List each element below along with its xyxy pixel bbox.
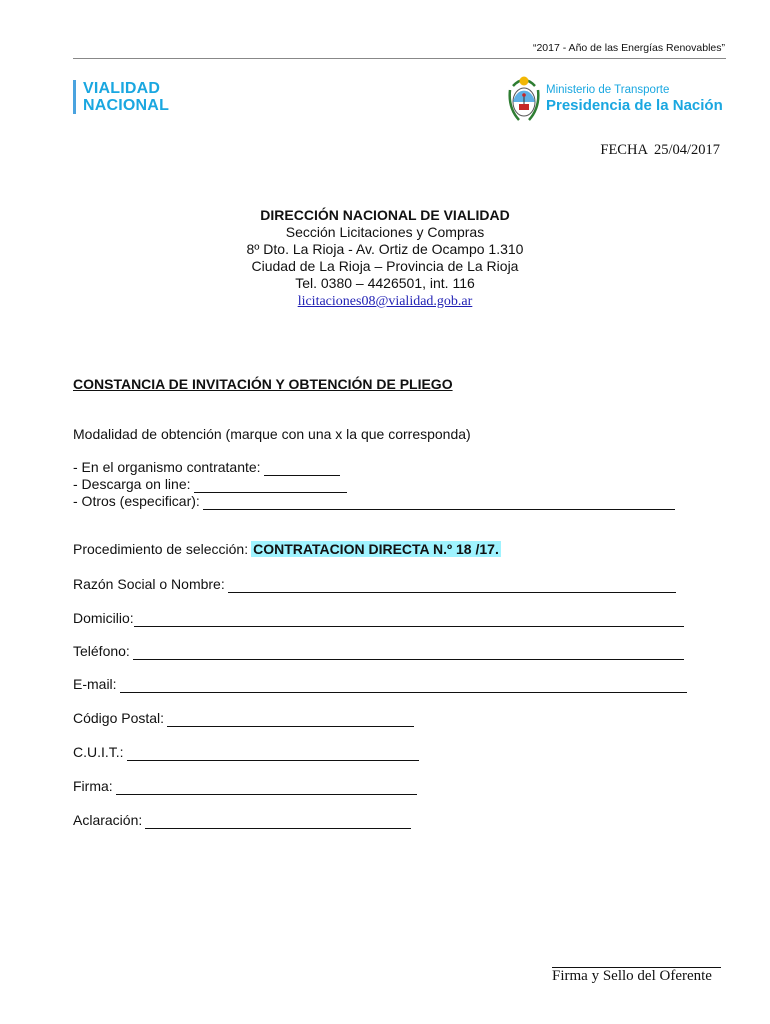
header-slogan: “2017 - Año de las Energías Renovables” (532, 42, 725, 54)
logo-text-vialidad: VIALIDAD (83, 80, 161, 97)
field-blank-line[interactable] (127, 746, 419, 761)
procedimiento-row (73, 541, 501, 557)
header-divider (73, 58, 726, 59)
field-blank-line[interactable] (116, 780, 417, 795)
option-blank-field[interactable] (264, 461, 340, 476)
field-label: Código Postal: (73, 710, 165, 726)
field-domicilio (73, 610, 684, 627)
procedimiento-value: CONTRATACION DIRECTA N.º 18 /17. (253, 541, 499, 557)
signature-caption: Firma y Sello del Oferente (552, 968, 712, 984)
procedimiento-label: Procedimiento de selección: (73, 541, 249, 557)
field-blank-line[interactable] (133, 645, 684, 660)
field-firma (73, 778, 417, 795)
logo-accent-bar (73, 80, 76, 114)
phone-number: Tel. 0380 – 4426501, int. 116 (295, 275, 475, 291)
section-name: Sección Licitaciones y Compras (285, 224, 485, 240)
field-blank-line[interactable] (120, 678, 687, 693)
argentina-coat-of-arms-icon (507, 74, 541, 124)
ministerio-label: Ministerio de Transporte (546, 84, 670, 96)
option-blank-field[interactable] (194, 478, 347, 493)
logo-text-nacional: NACIONAL (83, 97, 170, 114)
ministerio-logo (507, 74, 723, 124)
option-label: - Descarga on line: (73, 476, 191, 492)
field-blank-line[interactable] (228, 578, 676, 593)
option-descarga (73, 476, 347, 493)
field-label: Domicilio: (73, 610, 134, 626)
field-razon-social (73, 576, 676, 593)
document-date (600, 142, 720, 159)
option-label: - En el organismo contratante: (73, 459, 261, 475)
city-province: Ciudad de La Rioja – Provincia de La Rioja (251, 258, 519, 274)
option-organismo (73, 459, 340, 476)
email-link[interactable]: licitaciones08@vialidad.gob.ar (297, 294, 473, 309)
modalidad-instructions: Modalidad de obtención (marque con una x la que corresponda) (73, 426, 471, 442)
field-cuit (73, 744, 419, 761)
field-label: Razón Social o Nombre: (73, 576, 225, 592)
option-blank-field[interactable] (203, 495, 675, 510)
presidencia-label: Presidencia de la Nación (546, 97, 723, 114)
street-address: 8º Dto. La Rioja - Av. Ortiz de Ocampo 1.310 (246, 241, 524, 257)
field-blank-line[interactable] (167, 712, 414, 727)
field-label: Teléfono: (73, 643, 130, 659)
address-block (0, 207, 770, 310)
agency-title: DIRECCIÓN NACIONAL DE VIALIDAD (260, 207, 510, 223)
option-otros (73, 493, 675, 510)
field-blank-line[interactable] (134, 612, 684, 627)
field-label: E-mail: (73, 676, 117, 692)
field-label: C.U.I.T.: (73, 744, 124, 760)
field-codigo-postal (73, 710, 414, 727)
vialidad-nacional-logo (73, 80, 169, 114)
date-label: FECHA (600, 142, 648, 158)
date-value: 25/04/2017 (653, 142, 720, 158)
field-aclaracion (73, 812, 411, 829)
field-telefono (73, 643, 684, 660)
field-blank-line[interactable] (145, 814, 411, 829)
form-title: CONSTANCIA DE INVITACIÓN Y OBTENCIÓN DE PLIEGO (73, 376, 453, 392)
option-label: - Otros (especificar): (73, 493, 200, 509)
field-label: Firma: (73, 778, 113, 794)
field-email (73, 676, 687, 693)
field-label: Aclaración: (73, 812, 143, 828)
